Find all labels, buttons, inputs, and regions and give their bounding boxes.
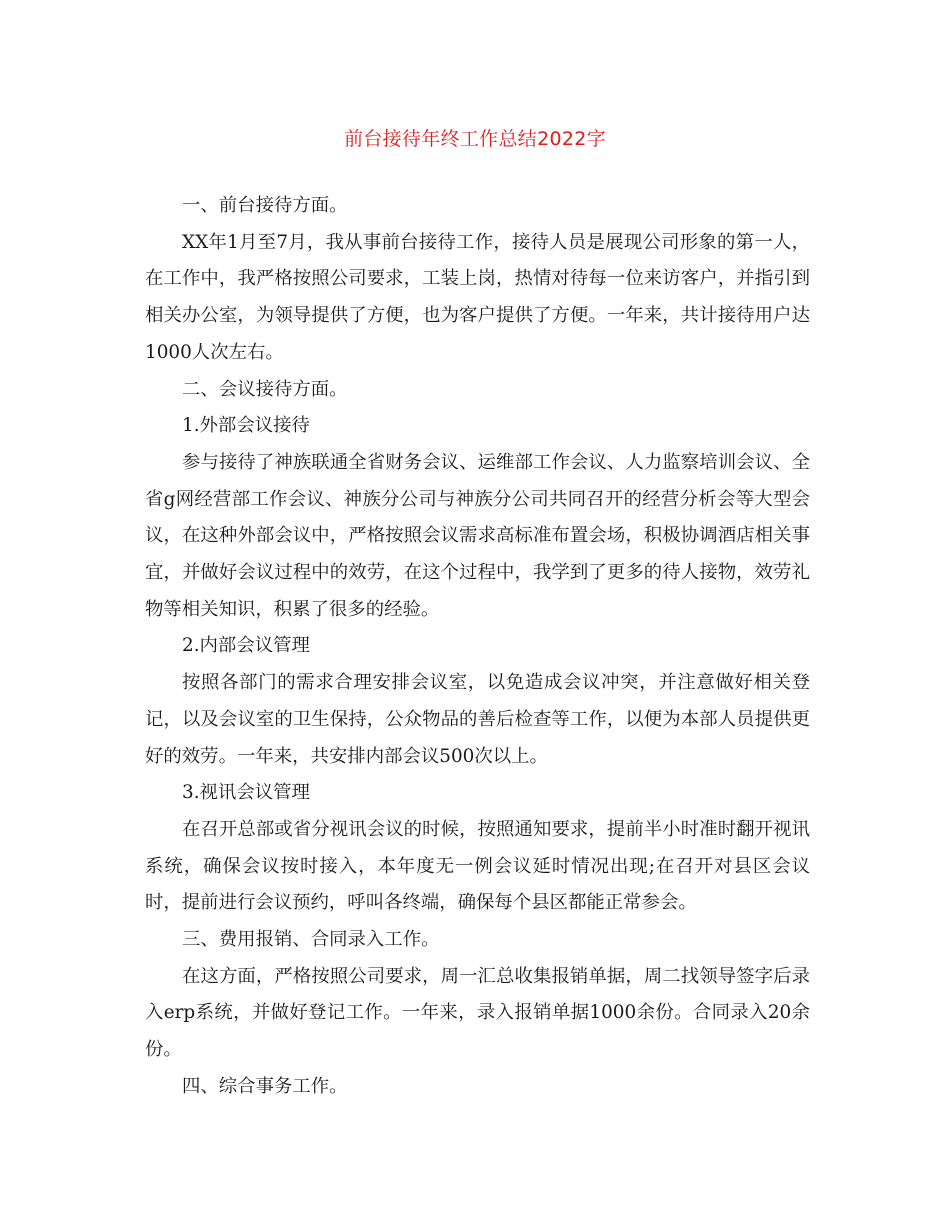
paragraph-reception: XX年1月至7月，我从事前台接待工作，接待人员是展现公司形象的第一人，在工作中，我严格按照公司要求，工装上岗，热情对待每一位来访客户，并指引到相关办公室，为领导提供了方便，也为客户提供了方便。一年来，共计接待用户达1000人次左右。 xyxy=(145,231,810,363)
subheading-internal-meeting: 2.内部会议管理 xyxy=(182,635,310,657)
section-heading-meeting: 二、会议接待方面。 xyxy=(182,378,348,400)
section-heading-general-affairs: 四、综合事务工作。 xyxy=(182,1075,348,1097)
section-heading-reception: 一、前台接待方面。 xyxy=(182,195,348,216)
subheading-video-meeting: 3.视讯会议管理 xyxy=(182,782,310,804)
section-heading-expenses: 三、费用报销、合同录入工作。 xyxy=(182,929,440,951)
document-title: 前台接待年终工作总结2022字 xyxy=(344,128,606,150)
subheading-external-meeting: 1.外部会议接待 xyxy=(182,415,310,437)
paragraph-internal-meeting: 按照各部门的需求合理安排会议室，以免造成会议冲突，并注意做好相关登记，以及会议室的卫生保持，公众物品的善后检查等工作，以便为本部人员提供更好的效劳。一年来，共安排内部会议500次以上。 xyxy=(145,672,810,767)
paragraph-video-meeting: 在召开总部或省分视讯会议的时候，按照通知要求，提前半小时准时翻开视讯系统，确保会议按时接入，本年度无一例会议延时情况出现;在召开对县区会议时，提前进行会议预约，呼叫各终端，确保每个县区都能正常参会。 xyxy=(145,818,810,914)
paragraph-expenses: 在这方面，严格按照公司要求，周一汇总收集报销单据，周二找领导签字后录入erp系统，并做好登记工作。一年来，录入报销单据1000余份。合同录入20余份。 xyxy=(145,965,810,1061)
paragraph-external-meeting: 参与接待了神族联通全省财务会议、运维部工作会议、人力监察培训会议、全省g网经营部工作会议、神族分公司与神族分公司共同召开的经营分析会等大型会议，在这种外部会议中，严格按照会议需求高标准布置会场，积极协调酒店相关事宜，并做好会议过程中的效劳，在这个过程中，我学到了更多的待人接物，效劳礼物等相关知识，积累了很多的经验。 xyxy=(145,451,810,620)
document-body xyxy=(145,188,810,1106)
